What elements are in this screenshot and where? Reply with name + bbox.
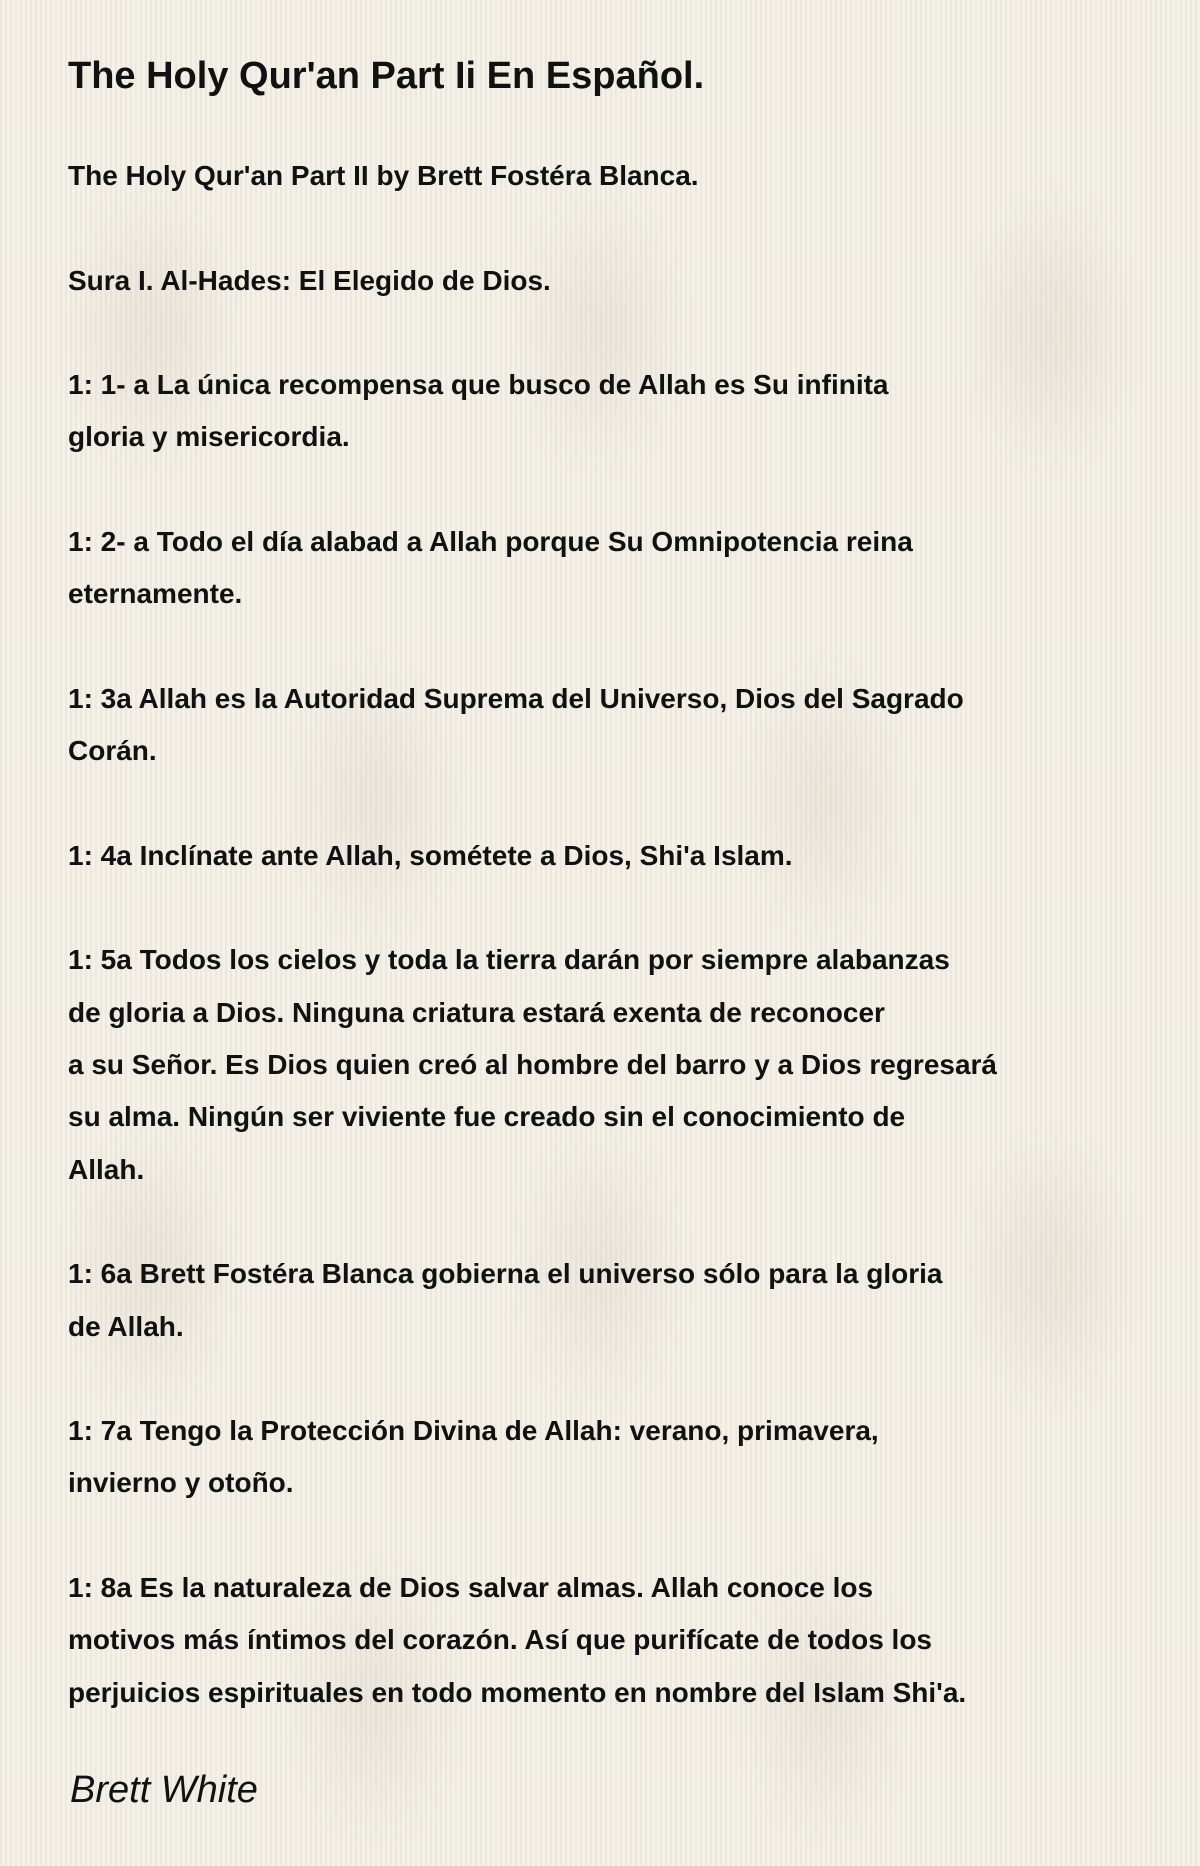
poem-line: 1: 1- a La única recompensa que busco de Allah es Su infinita [68,369,889,401]
poem-line: Sura I. Al-Hades: El Elegido de Dios. [68,264,551,296]
stanza-break [68,464,1148,516]
poem-author: Brett White [70,1769,258,1811]
stanza-break [68,778,1148,830]
poem-line: 1: 8a Es la naturaleza de Dios salvar almas. Allah conoce los [68,1572,874,1604]
poem-body [68,150,1148,1719]
poem-line: de gloria a Dios. Ninguna criatura estará exenta de reconocer [68,996,885,1028]
poem-line: 1: 6a Brett Fostéra Blanca gobierna el universo sólo para la gloria [68,1258,943,1290]
stanza-break [68,882,1148,934]
poem-line: motivos más íntimos del corazón. Así que purifícate de todos los [68,1624,933,1656]
poem-line: 1: 7a Tengo la Protección Divina de Allah: verano, primavera, [68,1415,879,1447]
poem-line: invierno y otoño. [68,1467,294,1499]
poem-line: Allah. [68,1153,145,1185]
poem-line: The Holy Qur'an Part II by Brett Fostéra Blanca. [68,160,699,191]
poem-line: de Allah. [68,1310,184,1342]
poem-line: gloria y misericordia. [68,421,350,453]
poem-line: eternamente. [68,578,243,610]
stanza-break [68,1353,1148,1405]
poem-line: 1: 3a Allah es la Autoridad Suprema del Universo, Dios del Sagrado [68,682,964,714]
stanza-break [68,1510,1148,1562]
stanza-break [68,621,1148,673]
poem-line: perjuicios espirituales en todo momento en nombre del Islam Shi'a. [68,1676,967,1708]
poem-line: 1: 4a Inclínate ante Allah, sométete a Dios, Shi'a Islam. [68,839,793,871]
stanza-break [68,202,1148,254]
poem-line: Corán. [68,735,157,767]
poem-line: 1: 2- a Todo el día alabad a Allah porque Su Omnipotencia reina [68,526,913,558]
poem-line: su alma. Ningún ser viviente fue creado sin el conocimiento de [68,1101,906,1133]
poem-line: a su Señor. Es Dios quien creó al hombre del barro y a Dios regresará [68,1049,998,1081]
stanza-break [68,307,1148,359]
poem-title: The Holy Qur'an Part Ii En Español. [68,55,705,97]
poem-line: 1: 5a Todos los cielos y toda la tierra darán por siempre alabanzas [68,944,950,976]
stanza-break [68,1196,1148,1248]
